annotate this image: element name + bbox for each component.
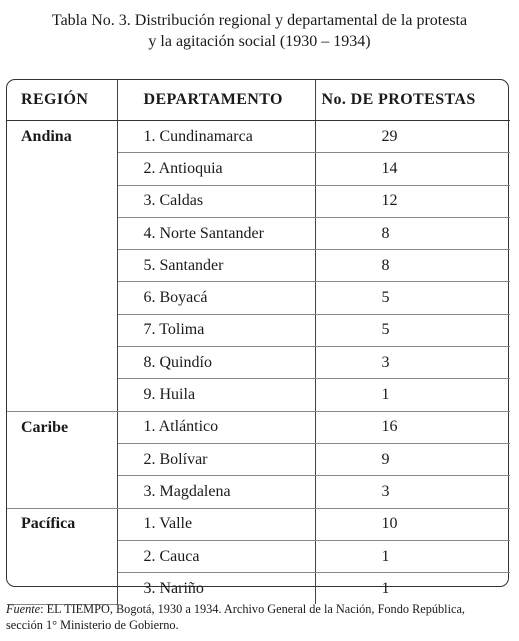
protest-count-cell: 16 bbox=[315, 411, 510, 443]
table-row bbox=[7, 443, 510, 475]
region-cell bbox=[7, 443, 117, 475]
table-row bbox=[7, 153, 510, 185]
protest-count-cell: 8 bbox=[315, 217, 510, 249]
region-cell bbox=[7, 153, 117, 185]
department-cell: 1. Cundinamarca bbox=[117, 121, 315, 153]
table-row bbox=[7, 347, 510, 379]
table-row bbox=[7, 250, 510, 282]
region-cell bbox=[7, 250, 117, 282]
region-cell bbox=[7, 573, 117, 605]
region-cell bbox=[7, 540, 117, 572]
table-row bbox=[7, 476, 510, 508]
caption-line-2: y la agitación social (1930 – 1934) bbox=[148, 33, 371, 50]
department-cell: 3. Nariño bbox=[117, 573, 315, 605]
table-row bbox=[7, 185, 510, 217]
footnote-line-2: sección 1° Ministerio de Gobierno. bbox=[6, 618, 179, 632]
department-cell: 8. Quindío bbox=[117, 347, 315, 379]
protest-count-cell: 8 bbox=[315, 250, 510, 282]
region-cell: Pacífica bbox=[7, 508, 117, 540]
protest-count-cell: 5 bbox=[315, 282, 510, 314]
department-cell: 4. Norte Santander bbox=[117, 217, 315, 249]
department-cell: 2. Antioquia bbox=[117, 153, 315, 185]
table-row bbox=[7, 411, 510, 443]
table-row bbox=[7, 314, 510, 346]
table-caption bbox=[0, 10, 519, 52]
region-cell: Caribe bbox=[7, 411, 117, 443]
region-cell: Andina bbox=[7, 121, 117, 153]
department-cell: 6. Boyacá bbox=[117, 282, 315, 314]
protest-count-cell: 1 bbox=[315, 540, 510, 572]
region-cell bbox=[7, 282, 117, 314]
header-region: REGIÓN bbox=[7, 80, 117, 121]
department-cell: 1. Valle bbox=[117, 508, 315, 540]
protest-count-cell: 3 bbox=[315, 476, 510, 508]
region-cell bbox=[7, 476, 117, 508]
department-cell: 7. Tolima bbox=[117, 314, 315, 346]
protest-count-cell: 29 bbox=[315, 121, 510, 153]
protest-count-cell: 12 bbox=[315, 185, 510, 217]
protest-count-cell: 10 bbox=[315, 508, 510, 540]
table-row bbox=[7, 540, 510, 572]
header-department: DEPARTAMENTO bbox=[117, 80, 315, 121]
protest-count-cell: 5 bbox=[315, 314, 510, 346]
caption-line-1: Tabla No. 3. Distribución regional y departamental de la protesta bbox=[51, 12, 468, 29]
protest-count-cell: 3 bbox=[315, 347, 510, 379]
table-row bbox=[7, 508, 510, 540]
footnote-label: Fuente bbox=[6, 602, 41, 616]
department-cell: 9. Huila bbox=[117, 379, 315, 411]
source-footnote bbox=[6, 601, 516, 633]
table-row bbox=[7, 573, 510, 605]
table-row bbox=[7, 121, 510, 153]
table-row bbox=[7, 282, 510, 314]
protest-table bbox=[7, 80, 510, 605]
protest-count-cell: 1 bbox=[381, 579, 390, 597]
region-cell bbox=[7, 217, 117, 249]
protest-count-cell: 14 bbox=[315, 153, 510, 185]
protest-table-frame bbox=[6, 79, 509, 597]
header-row bbox=[7, 80, 510, 121]
table-row bbox=[7, 379, 510, 411]
department-cell: 5. Santander bbox=[117, 250, 315, 282]
department-cell: 2. Bolívar bbox=[117, 443, 315, 475]
department-cell: 3. Caldas bbox=[117, 185, 315, 217]
protest-count-cell: 9 bbox=[315, 443, 510, 475]
region-cell bbox=[7, 379, 117, 411]
protest-count-cell: 1 bbox=[315, 379, 510, 411]
department-cell: 3. Magdalena bbox=[117, 476, 315, 508]
region-cell bbox=[7, 347, 117, 379]
region-cell bbox=[7, 314, 117, 346]
header-protests: No. DE PROTESTAS bbox=[315, 80, 510, 121]
department-cell: 2. Cauca bbox=[117, 540, 315, 572]
table-body bbox=[7, 121, 510, 605]
table-row bbox=[7, 217, 510, 249]
region-cell bbox=[7, 185, 117, 217]
department-cell: 1. Atlántico bbox=[117, 411, 315, 443]
footnote-text: : EL TIEMPO, Bogotá, 1930 a 1934. Archivo General de la Nación, Fondo República, bbox=[40, 602, 465, 616]
